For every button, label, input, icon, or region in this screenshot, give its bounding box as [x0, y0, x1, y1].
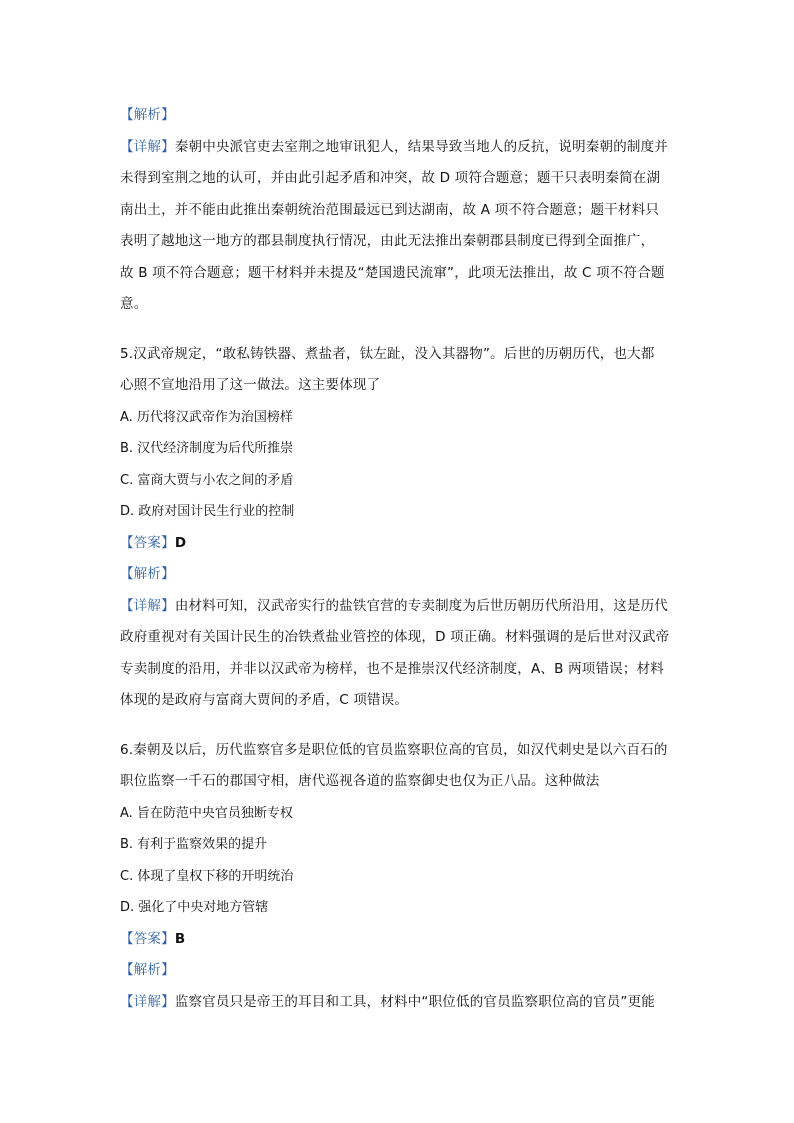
analysis-text-line: 未得到室荆之地的认可，并由此引起矛盾和冲突，故 D 项符合题意；题干只表明秦简在湖	[120, 170, 661, 186]
question-stem-line: 6.秦朝及以后，历代监察官多是职位低的官员监察职位高的官员，如汉代刺史是以六百石的	[120, 741, 668, 758]
analysis-text-line: 由材料可知，汉武帝实行的盐铁官营的专卖制度为后世历朝历代所沿用，这是历代	[174, 597, 669, 614]
analysis-tag: 【解析】	[120, 107, 175, 123]
analysis-tag: 【解析】	[120, 566, 175, 582]
analysis-text-line: 体现的是政府与富商大贾间的矛盾，C 项错误。	[120, 692, 409, 708]
question-stem-line: 职位监察一千石的郡国守相，唐代巡视各道的监察御史也仅为正八品。这种做法	[120, 773, 600, 789]
option-b: B. 汉代经济制度为后代所推崇	[120, 441, 294, 456]
analysis-text-line: 政府重视对有关国计民生的冶铁煮盐业管控的体现，D 项正确。材料强调的是后世对汉武帝	[120, 629, 670, 645]
analysis-text-line: 故 B 项不符合题意；题干材料并未提及“楚国遗民流窜”，此项无法推出，故 C 项不符合题	[120, 264, 665, 281]
detail-tag: 【详解】	[120, 138, 175, 155]
answer-value: B	[174, 930, 186, 947]
question-6	[120, 735, 676, 1019]
analysis-text-line: 表明了越地这一地方的郡县制度执行情况，由此无法推出秦朝郡县制度已得到全面推广，	[120, 233, 655, 249]
analysis-text-line: 南出土，并不能由此推出秦朝统治范围最远已到达湖南，故 A 项不符合题意；题干材料只	[120, 201, 660, 218]
option-a: A. 历代将汉武帝作为治国榜样	[120, 409, 293, 425]
option-d: D. 政府对国计民生行业的控制	[120, 504, 295, 519]
document-page	[120, 100, 676, 1018]
option-d: D. 强化了中央对地方管辖	[120, 900, 269, 915]
option-b: B. 有利于监察效果的提升	[120, 837, 268, 852]
analysis-text-line: 专卖制度的沿用，并非以汉武帝为榜样，也不是推崇汉代经济制度，A、B 两项错误；材料	[120, 660, 664, 677]
answer-tag: 【答案】	[120, 930, 175, 947]
option-c: C. 体现了皇权下移的开明统治	[120, 868, 294, 884]
answer-value: D	[174, 534, 187, 551]
analysis-text-line: 意。	[120, 296, 148, 312]
question-stem-line: 5.汉武帝规定，“敢私铸铁器、煮盐者，钛左趾，没入其器物”。后世的历朝历代，也大都	[120, 345, 655, 362]
answer-tag: 【答案】	[120, 534, 175, 551]
answer-line	[120, 528, 676, 560]
question-stem-line: 心照不宣地沿用了这一做法。这主要体现了	[120, 377, 381, 393]
answer-line	[120, 924, 676, 956]
option-c: C. 富商大贾与小农之间的矛盾	[120, 472, 294, 488]
detail-tag: 【详解】	[120, 993, 175, 1010]
analysis-text-line: 监察官员只是帝王的耳目和工具，材料中“职位低的官员监察职位高的官员”更能	[174, 993, 655, 1010]
analysis-tag: 【解析】	[120, 962, 175, 978]
analysis-text-line: 秦朝中央派官吏去室荆之地审讯犯人，结果导致当地人的反抗，说明秦朝的制度并	[174, 138, 669, 155]
detail-tag: 【详解】	[120, 597, 175, 614]
question-5	[120, 339, 676, 717]
option-a: A. 旨在防范中央官员独断专权	[120, 805, 293, 821]
q4-analysis	[120, 100, 676, 321]
